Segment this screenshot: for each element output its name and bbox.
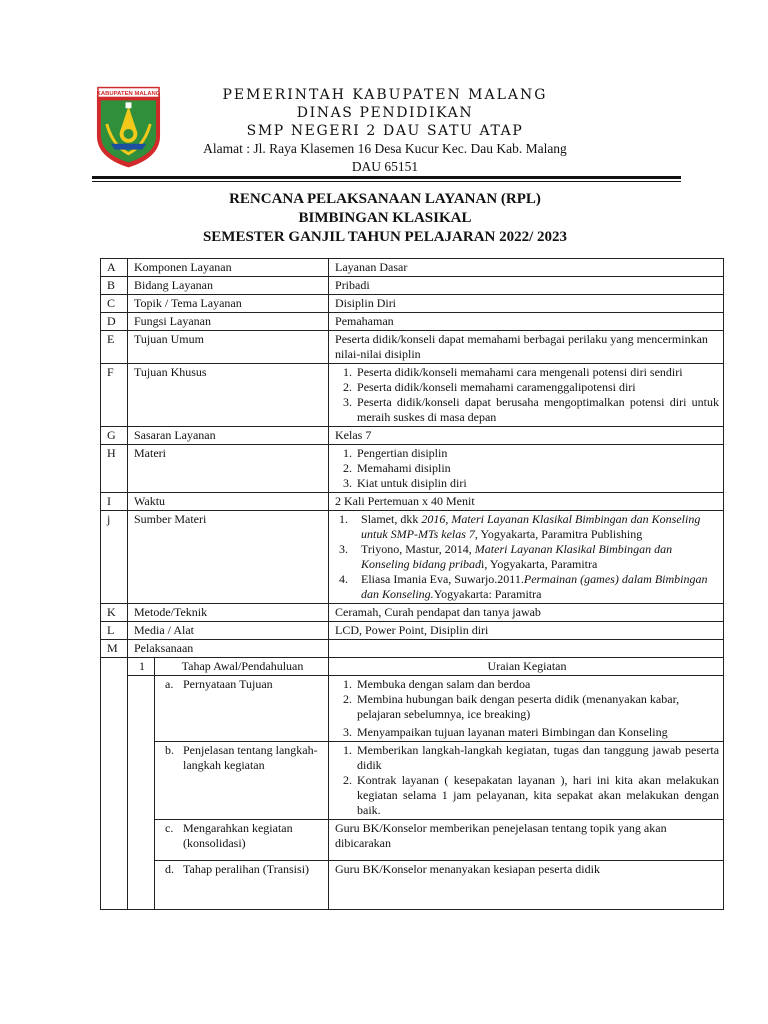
table-row [101, 313, 724, 331]
document-title [60, 190, 710, 247]
source-title: 2016, Materi Layanan Klasikal Bimbingan dan Konseling untuk SMP-MTs kelas 7 [361, 512, 701, 541]
table-row [101, 364, 724, 427]
letterhead-government: PEMERINTAH KABUPATEN MALANG [222, 87, 548, 103]
step-detail [329, 742, 724, 820]
list-item: 3. Menyampaikan tujuan layanan materi Bimbingan dan Konseling [355, 725, 719, 740]
step-name-cell [155, 676, 329, 742]
row-value: Layanan Dasar [329, 259, 724, 277]
source-publisher: i, Yogyakarta, Paramitra [481, 557, 598, 571]
step-detail: Guru BK/Konselor menanyakan kesiapan peserta didik [329, 861, 724, 910]
column-header: Uraian Kegiatan [329, 658, 724, 676]
row-key: j [101, 511, 128, 604]
row-value [329, 640, 724, 658]
row-value: Ceramah, Curah pendapat dan tanya jawab [329, 604, 724, 622]
row-label: Fungsi Layanan [128, 313, 329, 331]
letterhead-rule-thin [92, 181, 681, 182]
row-key: G [101, 427, 128, 445]
spacer-cell [101, 658, 128, 910]
list-item: 2. Memahami disiplin [355, 461, 719, 476]
kabupaten-malang-logo [93, 84, 164, 170]
step-row [101, 820, 724, 861]
list-item: 1. Memberikan langkah-langkah kegiatan, tugas dan tanggung jawab peserta didik [355, 743, 719, 773]
step-name: Pernyataan Tujuan [183, 677, 273, 691]
list-item: 1. Pengertian disiplin [355, 446, 719, 461]
row-value: Pemahaman [329, 313, 724, 331]
letterhead-department: DINAS PENDIDIKAN [296, 105, 474, 121]
row-key: M [101, 640, 128, 658]
letterhead-address: Alamat : Jl. Raya Klasemen 16 Desa Kucur Kec. Dau Kab. Malang [203, 141, 567, 156]
source-author: Triyono, Mastur, 2014, [361, 542, 475, 556]
row-label: Media / Alat [128, 622, 329, 640]
list-item: 3. Peserta didik/konseli dapat berusaha mengoptimalkan potensi diri untuk meraih suskes di masa depan [355, 395, 719, 425]
letterhead-school: SMP NEGERI 2 DAU SATU ATAP [246, 123, 524, 139]
source-publisher: , Yogyakarta, Paramitra Publishing [474, 527, 643, 541]
table-row [101, 493, 724, 511]
row-key: E [101, 331, 128, 364]
row-value [329, 364, 724, 427]
list-item: 1. Peserta didik/konseli memahami cara mengenali potensi diri sendiri [355, 365, 719, 380]
rpl-table [100, 258, 724, 910]
letterhead-postal: DAU 65151 [351, 159, 419, 174]
source-item [335, 572, 719, 602]
step-name: Penjelasan tentang langkah-langkah kegiatan [183, 743, 318, 772]
row-label: Metode/Teknik [128, 604, 329, 622]
row-key: I [101, 493, 128, 511]
step-detail: Guru BK/Konselor memberikan penejelasan tentang topik yang akan dibicarakan [329, 820, 724, 861]
letterhead-rule-thick [92, 176, 681, 179]
source-item [335, 512, 719, 542]
step-row [101, 676, 724, 742]
step-letter: c. [165, 821, 174, 835]
letterhead [165, 86, 605, 176]
table-row [101, 295, 724, 313]
step-row [101, 742, 724, 820]
source-publisher: Yogyakarta: Paramitra [433, 587, 542, 601]
row-key: K [101, 604, 128, 622]
row-label: Tujuan Umum [128, 331, 329, 364]
row-label: Sumber Materi [128, 511, 329, 604]
source-author: Eliasa Imania Eva, Suwarjo.2011. [361, 572, 524, 586]
step-name: Mengarahkan kegiatan (konsolidasi) [183, 821, 293, 850]
table-row [101, 445, 724, 493]
stage-header-row [101, 658, 724, 676]
list-item: 2. Membina hubungan baik dengan peserta didik (menanyakan kabar, pelajaran sebelumnya, ice breaking) [355, 692, 719, 722]
stage-number: 1 [128, 658, 155, 676]
table-row [101, 259, 724, 277]
list-item: 1. Membuka dengan salam dan berdoa [355, 677, 719, 692]
row-key: F [101, 364, 128, 427]
row-value: Peserta didik/konseli dapat memahami berbagai perilaku yang mencerminkan nilai-nilai disiplin [329, 331, 724, 364]
step-letter: d. [165, 862, 174, 876]
row-value [329, 445, 724, 493]
row-value [329, 511, 724, 604]
row-key: C [101, 295, 128, 313]
source-title: Materi Layanan Klasikal Bimbingan dan Konseling bidang pribad [361, 542, 673, 571]
source-number: 4. [339, 572, 349, 586]
row-value: Kelas 7 [329, 427, 724, 445]
row-value: LCD, Power Point, Disiplin diri [329, 622, 724, 640]
list-item: 2. Peserta didik/konseli memahami caramenggalipotensi diri [355, 380, 719, 395]
step-letter: b. [165, 743, 174, 757]
step-name-cell [155, 861, 329, 910]
row-key: L [101, 622, 128, 640]
step-detail [329, 676, 724, 742]
row-label: Tujuan Khusus [128, 364, 329, 427]
list-item: 2. Kontrak layanan ( kesepakatan layanan ), hari ini kita akan melakukan kegiatan selama 1 jam pelayanan, kita sepakat akan melakukan dengan baik. [355, 773, 719, 818]
step-row [101, 861, 724, 910]
row-value: 2 Kali Pertemuan x 40 Menit [329, 493, 724, 511]
table-row [101, 331, 724, 364]
title-line-1: RENCANA PELAKSANAAN LAYANAN (RPL) [229, 191, 541, 207]
list-item: 3. Kiat untuk disiplin diri [355, 476, 719, 491]
stage-label: Tahap Awal/Pendahuluan [155, 658, 329, 676]
title-line-3: SEMESTER GANJIL TAHUN PELAJARAN 2022/ 2023 [202, 229, 568, 245]
source-title: Permainan (games) dalam Bimbingan dan Konseling. [361, 572, 708, 601]
table-row [101, 511, 724, 604]
source-item [335, 542, 719, 572]
table-row [101, 604, 724, 622]
table-row [101, 622, 724, 640]
source-author: Slamet, dkk [361, 512, 422, 526]
row-value: Disiplin Diri [329, 295, 724, 313]
title-line-2: BIMBINGAN KLASIKAL [298, 210, 472, 226]
row-label: Pelaksanaan [128, 640, 329, 658]
step-letter: a. [165, 677, 174, 691]
source-number: 3. [339, 542, 349, 556]
step-name-cell [155, 742, 329, 820]
table-row [101, 427, 724, 445]
row-key: B [101, 277, 128, 295]
step-name: Tahap peralihan (Transisi) [183, 862, 310, 876]
table-row [101, 277, 724, 295]
row-key: D [101, 313, 128, 331]
row-label: Topik / Tema Layanan [128, 295, 329, 313]
source-number: 1. [339, 512, 349, 526]
row-key: H [101, 445, 128, 493]
table-row [101, 640, 724, 658]
row-label: Waktu [128, 493, 329, 511]
row-value: Pribadi [329, 277, 724, 295]
spacer-cell [128, 676, 155, 910]
svg-text:KABUPATEN MALANG: KABUPATEN MALANG [96, 90, 161, 97]
row-key: A [101, 259, 128, 277]
row-label: Bidang Layanan [128, 277, 329, 295]
step-name-cell [155, 820, 329, 861]
row-label: Komponen Layanan [128, 259, 329, 277]
row-label: Sasaran Layanan [128, 427, 329, 445]
row-label: Materi [128, 445, 329, 493]
